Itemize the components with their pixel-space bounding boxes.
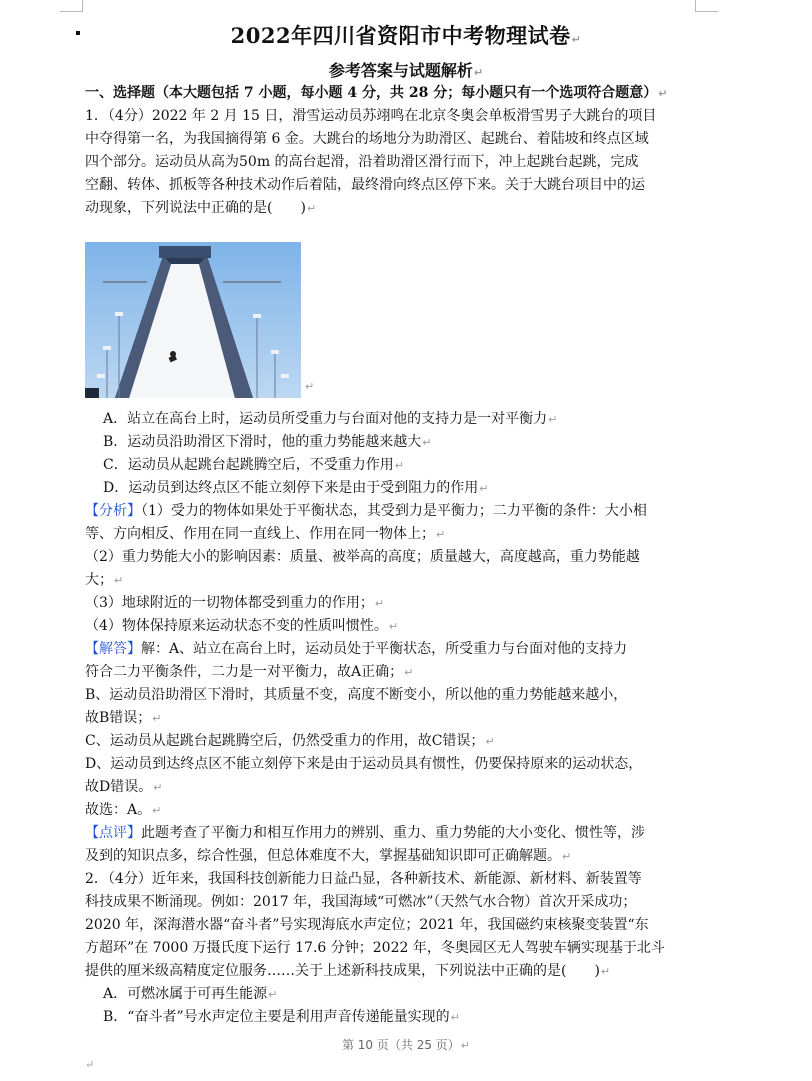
q1-stem-line: 四个部分。运动员从高为50m 的高台起滑，沿着助滑区滑行而下，冲上起跳台起跳，完成	[85, 154, 639, 170]
q1-comment: 【点评】此题考查了平衡力和相互作用力的辨别、重力、重力势能的大小变化、惯性等，涉	[85, 825, 645, 841]
q1-analysis-line: （4）物体保持原来运动状态不变的性质叫惯性。↵	[85, 618, 399, 634]
q1-comment-line: 及到的知识点多，综合性强，但总体难度不大，掌握基础知识即可正确解题。↵	[85, 848, 572, 864]
q1-answer-line: 故D错误。↵	[85, 779, 163, 795]
q1-stem-line: 1．（4分）2022 年 2 月 15 日，滑雪运动员苏翊鸣在北京冬奥会单板滑雪男子大跳台的项目	[85, 108, 657, 124]
q1-options	[85, 408, 699, 500]
q2-stem-line: 方超环”在 7000 万摄氏度下运行 17.6 分钟；2022 年，冬奥园区无人驾驶车辆实现基于北斗	[85, 940, 665, 956]
page-corner-mark-right	[695, 0, 718, 12]
q1-stem-line: 动现象，下列说法中正确的是( )↵	[85, 200, 317, 216]
q2-stem-line: 2．（4分）近年来，我国科技创新能力日益凸显，各种新技术、新能源、新材料、新装置等	[85, 871, 642, 887]
q1-stem-line: 中夺得第一名，为我国摘得第 6 金。大跳台的场地分为助滑区、起跳台、着陆坡和终点区域	[85, 131, 649, 147]
comment-tag: 【点评】	[85, 825, 141, 841]
page-corner-mark-left	[60, 0, 83, 12]
spectator-block	[85, 388, 99, 398]
page-subtitle: 参考答案与试题解析↵	[328, 61, 484, 80]
analysis-tag: 【分析】	[85, 503, 141, 519]
q1-answer-line: C、运动员从起跳台起跳腾空后，仍然受重力的作用，故C错误；↵	[85, 733, 495, 749]
q1-analysis-line: 大；↵	[85, 572, 124, 588]
question-2	[85, 868, 699, 1029]
q1-answer-line: B、运动员沿助滑区下滑时，其质量不变，高度不断变小，所以他的重力势能越来越小，	[85, 687, 628, 703]
q1-stem-line: 空翻、转体、抓板等各种技术动作后着陆，最终滑向终点区停下来。关于大跳台项目中的运	[85, 177, 645, 193]
page-title: 2022年四川省资阳市中考物理试卷↵	[230, 23, 582, 48]
question-1	[85, 105, 699, 868]
q1-analysis-line: 等、方向相反、作用在同一直线上、作用在同一物体上；↵	[85, 526, 446, 542]
q1-option-b: B．运动员沿助滑区下滑时，他的重力势能越来越大↵	[103, 434, 432, 450]
q1-analysis: 【分析】（1）受力的物体如果处于平衡状态，其受到力是平衡力；二力平衡的条件：大小相	[85, 503, 647, 519]
start-tower	[159, 246, 211, 258]
section-heading: 一、选择题（本大题包括 7 小题，每小题 4 分，共 28 分；每小题只有一个选项符合题意）↵	[85, 85, 668, 101]
ski-jump-figure: ↵	[85, 226, 699, 398]
answer-tag: 【解答】	[85, 641, 141, 657]
q2-stem-line: 2020 年，深海潜水器“奋斗者”号实现海底水声定位；2021 年，我国磁约束核聚变装置“东	[85, 917, 649, 933]
q1-answer: 【解答】解：A、站立在高台上时，运动员处于平衡状态，所受重力与台面对他的支持力	[85, 641, 628, 657]
q2-option-a: A．可燃冰属于可再生能源↵	[103, 986, 278, 1002]
q2-stem-line: 科技成果不断涌现。例如：2017 年，我国海域“可燃冰”（天然气水合物）首次开采成功；	[85, 894, 637, 910]
q1-answer-line: D、运动员到达终点区不能立刻停下来是由于运动员具有惯性，仍要保持原来的运动状态，	[85, 756, 643, 772]
document-body	[85, 82, 699, 1029]
q1-answer-line: 故选：A。↵	[85, 802, 162, 818]
q1-analysis-line: （3）地球附近的一切物体都受到重力的作用；↵	[85, 595, 385, 611]
page-footer: 第 10 页（共 25 页）↵	[341, 1038, 471, 1052]
q1-option-d: D．运动员到达终点区不能立刻停下来是由于受到阻力的作用↵	[103, 480, 489, 496]
trailing-paragraph-mark: ↵	[85, 1058, 95, 1071]
q1-answer-line: 符合二力平衡条件，二力是一对平衡力，故A正确；↵	[85, 664, 414, 680]
ski-jump-photo	[85, 242, 301, 398]
q2-option-b: B．“奋斗者”号水声定位主要是利用声音传递能量实现的↵	[103, 1009, 460, 1025]
q2-stem-line: 提供的厘米级高精度定位服务……关于上述新科技成果，下列说法中正确的是( )↵	[85, 963, 611, 979]
q1-option-c: C．运动员从起跳台起跳腾空后，不受重力作用↵	[103, 457, 404, 473]
q1-analysis-line: （2）重力势能大小的影响因素：质量、被举高的高度；质量越大，高度越高，重力势能越	[85, 549, 640, 565]
q1-option-a: A．站立在高台上时，运动员所受重力与台面对他的支持力是一对平衡力↵	[103, 411, 558, 427]
q1-answer-line: 故B错误；↵	[85, 710, 162, 726]
